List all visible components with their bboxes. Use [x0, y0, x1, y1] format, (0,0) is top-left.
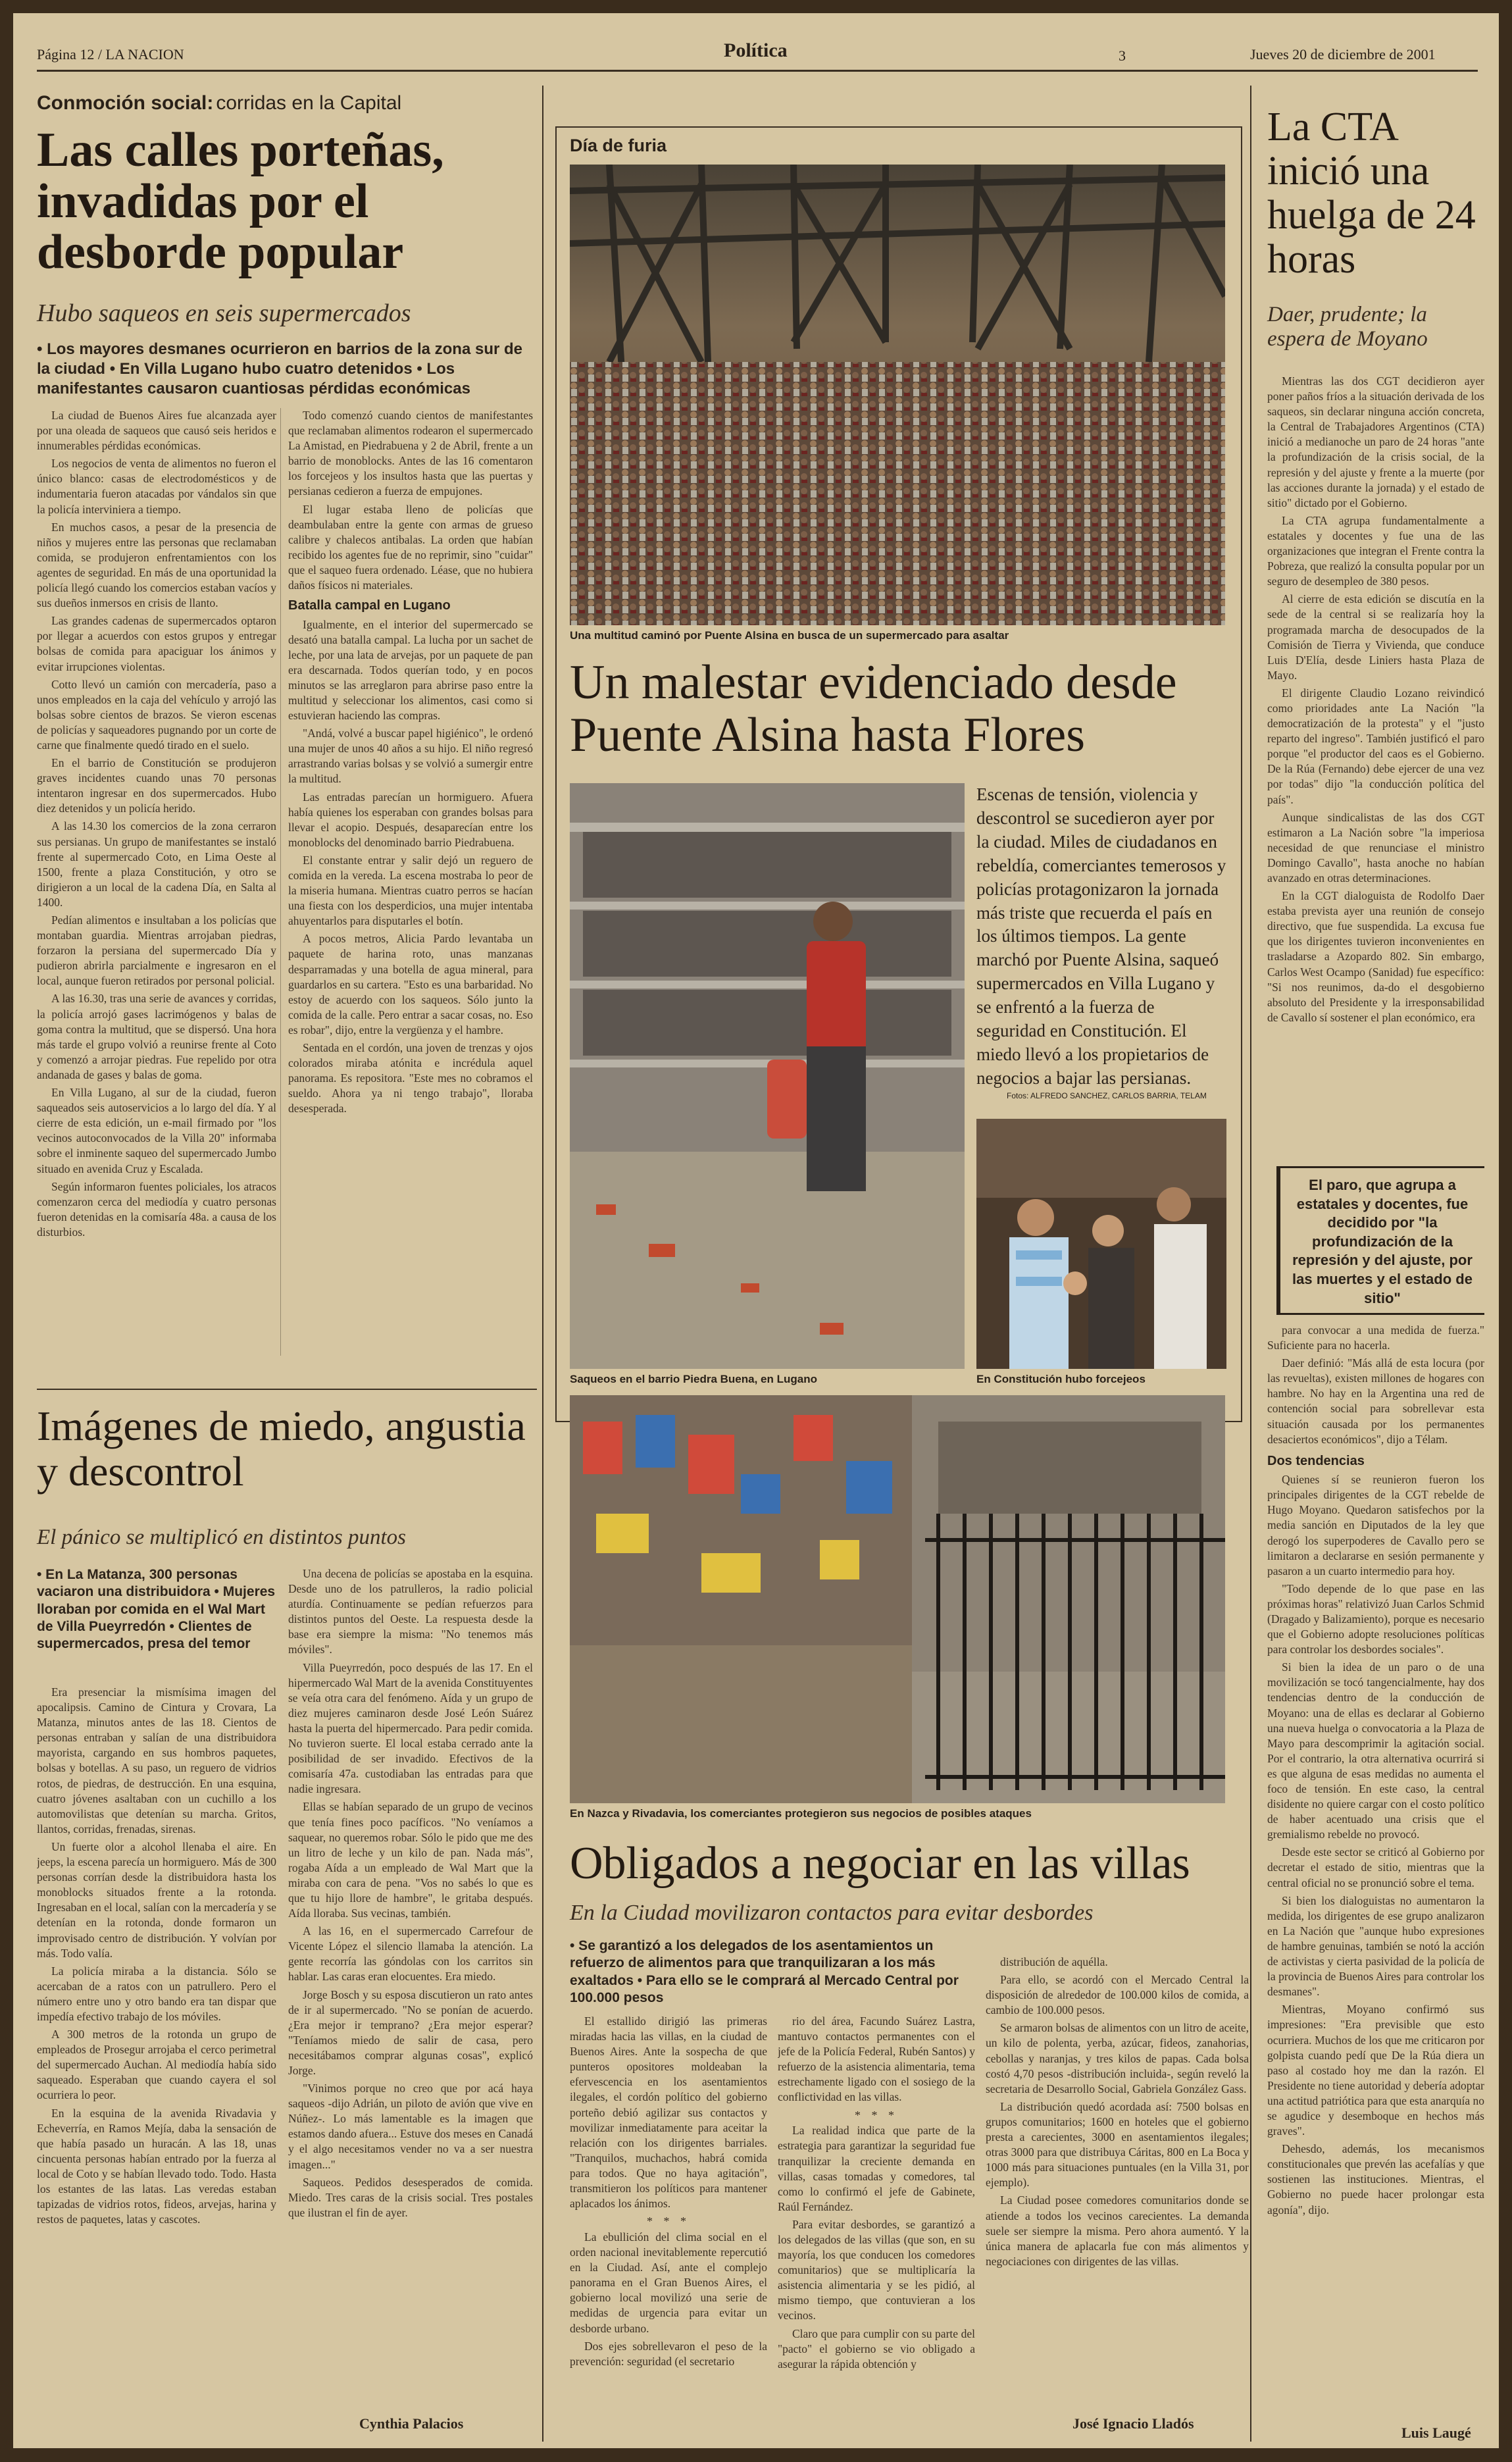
- paragraph: Cotto llevó un camión con mercadería, paso a unos empleados en la caja del vehículo y arrojó las bolsas sobre cientos de brazos. Se vieron escenas de policías y saqueadores pugnando por un corte de carne que finalmente quedó tirado en el suelo.: [37, 677, 276, 752]
- paragraph: Un fuerte olor a alcohol llenaba el aire. En jeeps, la escena parecía un hormiguero. Más de 300 personas corrían desde la distribuidora hasta los monoblocks situados frente a la rotonda. Ingresaban en el local, salían con la mercadería y se detenían en la rotonda, donde formaron un improvisado centro de distribución. Y volvían por más. Todo valía.: [37, 1839, 276, 1960]
- miedo-byline: Cynthia Palacios: [359, 2415, 464, 2432]
- photo2-caption: Saqueos en el barrio Piedra Buena, en Lugano: [570, 1373, 817, 1385]
- photo3-caption: En Constitución hubo forcejeos: [976, 1373, 1146, 1385]
- kicker-topic: corridas en la Capital: [216, 92, 402, 114]
- paragraph: A las 16.30, tras una serie de avances y corridas, la policía arrojó gases lacrimógenos y balas de goma contra la multitud, que se dispersó. Una hora más tarde el grupo volvió a reunirse frente al Coto y comenzó a arrojar piedras. Fue repelido por otra andanada de gases y balas de goma.: [37, 992, 276, 1081]
- paragraph: Si bien los dialoguistas no aumentaron la medida, los dirigentes de ese grupo analizaron en La Nación que "aunque hubo expresiones de hambre genuinas, también se notó la acción de activistas y cierta pasividad de la policía de la provincia de Buenos Aires para controlar los desmanes".: [1267, 1893, 1484, 1999]
- pullquote: El paro, que agrupa a estatales y docentes, fue decidido por "la profundización de la represión y del ajuste, por las muertes y el estado de sitio": [1292, 1177, 1473, 1306]
- issue-date: Jueves 20 de diciembre de 2001: [1250, 46, 1436, 63]
- paragraph: Mientras las dos CGT decidieron ayer poner paños fríos a la situación derivada de los saqueos, sin declarar ninguna acción concreta, la Central de Trabajadores Argentinos (CTA) inició a medianoche un paro de 24 horas "ante la profundización de la crisis social, de la represión y del ajuste y frente a la muerte (por las acciones durante la jornada) y el estado de sitio" dictado por el Gobierno.: [1267, 374, 1484, 509]
- left-bullets: • Los mayores desmanes ocurrieron en barrios de la zona sur de la ciudad • En Villa Lugano hubo cuatro detenidos • Los manifestantes causaron cuantiosas pérdidas económicas: [37, 340, 522, 398]
- paragraph: Si bien la idea de un paro o de una movilización se tocó tangencialmente, hay dos tendencias dentro de la conducción de Moyano: una de ellas es declarar al Gobierno una nueva huelga o convocatoria a la Plaza de Mayo para descomprimir la agitación social. Por el contrario, la otra alternativa ocurrirá si es que alguna de esas medidas no aumenta el foco de tensión. En este caso, la central disidente no quiere cargar con el costo político de haber acentuado una crisis que el gremialismo rebelde no provocó.: [1267, 1660, 1484, 1841]
- left-story-col1: [37, 408, 276, 1362]
- left-subhead: Batalla campal en Lugano: [288, 598, 451, 613]
- paragraph: A las 14.30 los comercios de la zona cerraron sus persianas. Un grupo de manifestantes se instaló frente al supermercado Coto, en Lima Oeste al 1500, frente a plaza Constitución, y otro se dirigieron a un local de la cadena Día, en Salta al 1400.: [37, 819, 276, 909]
- paragraph: "Vinimos porque no creo que por acá haya saqueos -dijo Adrián, un piloto de avión que vive en Núñez-. Lo más lamentable es la imagen que estamos dando afuera... Estuve dos meses en Canadá y el algo necesitamos vender no va a ser nuestra imagen...": [288, 2082, 533, 2171]
- villas-headline: Obligados a negociar en las villas: [570, 1838, 1190, 1889]
- separator-stars: * * *: [647, 2215, 690, 2228]
- paragraph: En el barrio de Constitución se produjeron graves incidentes cuando unas 70 personas intentaron ingresar en dos supermercados. Hubo diez detenidos y un policía herido.: [37, 756, 276, 815]
- paragraph: Villa Pueyrredón, poco después de las 17. En el hipermercado Wal Mart de la avenida Constituyentes se veía otra cara del fenómeno. Aída y un grupo de diez mujeres caminaron desde José León Suárez hasta la puerta del hipermercado. Para pedir comida. No tuvieron suerte. El local estaba cerrado ante la posibilidad de ser invadido. Efectivos de la comisaría 47a. custodiaban las entradas para que nadie ingresara.: [288, 1660, 533, 1796]
- page-number: Página 12 / LA NACION: [37, 46, 184, 63]
- newspaper-page: [13, 13, 1499, 2448]
- paragraph: Pedían alimentos e insultaban a los policías que montaban guardia. Mientras arrojaban piedras, forzaron la persiana del supermercado Día y pudieron abrirla parcialmente e ingresaron en el local, aunque fueron retirados por personal policial.: [37, 913, 276, 988]
- paragraph: Saqueos. Pedidos desesperados de comida. Miedo. Tres caras de la crisis social. Tres postales que ilustran el fin de ayer.: [288, 2175, 533, 2219]
- photo1-caption: Una multitud caminó por Puente Alsina en busca de un supermercado para asaltar: [570, 629, 1009, 642]
- paragraph: Al cierre de esta edición se discutía en la sede de la central si se realizaría hoy la programada marcha de desocupados de la Comisión de Tierra y Vivienda, que conduce Luis D'Elía, desde Liniers hasta Plaza de Mayo.: [1267, 592, 1484, 682]
- cta-byline: Luis Laugé: [1401, 2424, 1471, 2441]
- section-title: Política: [724, 39, 788, 61]
- paragraph: Según informaron fuentes policiales, los atracos comenzaron cerca del mediodía y cuatro personas fueron detenidas en la comisaría 48a. a causa de los disturbios.: [37, 1179, 276, 1239]
- paragraph: Claro que para cumplir con su parte del "pacto" el gobierno se vio obligado a asegurar la rápida obtención y: [778, 2326, 975, 2371]
- photo4-caption: En Nazca y Rivadavia, los comerciantes protegieron sus negocios de posibles ataques: [570, 1807, 1032, 1820]
- paragraph: rio del área, Facundo Suárez Lastra, mantuvo contactos permanentes con el jefe de la Policía Federal, Rubén Santos) y refuerzo de la asistencia alimentaria, tema estrechamente ligado con el sosiego de la conflictividad en las villas.: [778, 2014, 975, 2104]
- paragraph: para convocar a una medida de fuerza." Suficiente para no hacerla.: [1267, 1323, 1484, 1352]
- paragraph: Una decena de policías se apostaba en la esquina. Desde uno de los patrulleros, la radio policial aturdía. Continuamente se pedían refuerzos para distintos puntos del Oeste. La respuesta desde la base era siempre la misma: "No tenemos más móviles".: [288, 1567, 533, 1656]
- cta-deck: Daer, prudente; la espera de Moyano: [1267, 303, 1428, 351]
- miedo-headline: Imágenes de miedo, angustia y descontrol: [37, 1402, 526, 1495]
- photo-constitucion-scuffle: [976, 1119, 1226, 1369]
- paragraph: Todo comenzó cuando cientos de manifestantes que reclamaban alimentos rodearon el supermercado La Amistad, en Piedrabuena y 2 de Abril, frente a un barrio de monoblocks. Antes de las 16 comentaron los forcejeos y los insultos hasta que las puertas y persianas cedieron a fuerza de empujones.: [288, 409, 533, 498]
- paragraph: En Villa Lugano, al sur de la ciudad, fueron saqueados seis autoservicios a lo largo del día. Y al cierre de esta edición, un e-mail firmado por "los vecinos autoconvocados de la Villa 20" informaba sobre el inminente saqueo del supermercado Jumbo situado en avenida Cruz y Escalada.: [37, 1086, 276, 1175]
- left-headline: Las calles porteñas, invadidas por el desborde popular: [37, 123, 444, 280]
- paragraph: Dehesdo, además, los mecanismos constitucionales que prevén las acefalías y que sostienen las instituciones. Mientras, el Gobierno no puede hacer prolongar esta agonía", dijo.: [1267, 2142, 1484, 2217]
- left-story-col2: [288, 408, 533, 1362]
- paragraph: La CTA agrupa fundamentalmente a estatales y docentes y fue una de las organizaciones que integran el Frente contra la Pobreza, que realizó la consulta popular por un seguro de desempleo de 380 pesos.: [1267, 513, 1484, 588]
- paragraph: La distribución quedó acordada así: 7500 bolsas en grupos comunitarios; 1600 en hoteles que el gobierno presta a carecientes, 3000 en asentamientos ilegales; otras 3000 para que distribuya Cáritas, 800 en La Boca y 1000 más para situaciones puntuales (en la Villa 31, por ejemplo).: [986, 2099, 1249, 2190]
- photo-piedra-buena-looting: [570, 783, 965, 1369]
- story-rule: [37, 1389, 537, 1390]
- paragraph: Las grandes cadenas de supermercados optaron por llegar a acuerdos con estos grupos y entregar bolsas de comida para apaciguar los ánimos y evitar irrupciones violentas.: [37, 614, 276, 673]
- villas-deck: En la Ciudad movilizaron contactos para evitar desbordes: [570, 1901, 1094, 1925]
- villas-bullets: • Se garantizó a los delegados de los asentamientos un refuerzo de alimentos para que tranquilizaran a los más exaltados • Para ello se le comprará al Mercado Central por 100.000 pesos: [570, 1938, 959, 2005]
- center-summary: Escenas de tensión, violencia y descontrol se sucedieron ayer por la ciudad. Miles de ciudadanos en rebeldía, comerciantes temerosos y policías protagonizaron la jornada más triste que recuerda el país en los últimos tiempos. La gente marchó por Puente Alsina, saqueó supermercados en Villa Lugano y se enfrentó a la fuerza de seguridad en Constitución. El miedo llevó a los propietarios de negocios a bajar las persianas.: [976, 784, 1226, 1088]
- kicker-label: Conmoción social:: [37, 92, 214, 114]
- paragraph: Se armaron bolsas de alimentos con un litro de aceite, un kilo de polenta, yerba, azúcar, fideos, zanahorias, cebollas y naranjas, y tres kilos de papas. Cada bolsa costó 4,70 pesos -distribución incluida-, según reveló la secretaria de Desarrollo Social, Gabriela González Gass.: [986, 2021, 1249, 2095]
- paragraph: Quienes sí se reunieron fueron los principales dirigentes de la CGT rebelde de Hugo Moyano. Quedaron satisfechos por la media sanción en Diputados de la ley que derogó los superpoderes de Cavallo pero se limitaron a declararse en sesión permanente y pasaron a un cuarto intermedio para hoy.: [1267, 1473, 1484, 1577]
- paragraph: La Ciudad posee comedores comunitarios donde se atiende a todos los vecinos carecientes. La demanda suele ser siempre la misma. Pero ahora aumentó. Y la única manera de aplacarla fue con más alimentos y negociaciones con dirigentes de las villas.: [986, 2193, 1249, 2268]
- paragraph: El lugar estaba lleno de policías que deambulaban entre la gente con armas de grueso calibre y chalecos antibalas. La orden que habían recibido los agentes fue de no reprimir, sino "cuidar" que el saqueo fuera ordenado. Léase, que no hubiera daños físicos ni materiales.: [288, 502, 533, 592]
- villas-col3: [986, 1955, 1249, 2402]
- header-rule: [37, 70, 1478, 72]
- left-kicker: [37, 92, 524, 115]
- paragraph: En la CGT dialoguista de Rodolfo Daer estaba prevista ayer una reunión de consejo directivo, que fue suspendida. La excusa fue que los dirigentes tuvieron inconvenientes en trasladarse a Azopardo 802. Sin embargo, Carlos West Ocampo (Sanidad) fue específico: "Si nos reunimos, da-do el desgobierno absoluto del Presidente y la irresponsabilidad de Cavallo sí sostener el plan económico, era: [1267, 889, 1484, 1024]
- paragraph: Las entradas parecían un hormiguero. Afuera había quienes los esperaban con grandes bolsas para llevar el acopio. Después, desaparecían entre los monoblocks del denominado barrio Piedrabuena.: [288, 790, 533, 849]
- paragraph: En muchos casos, a pesar de la presencia de niños y mujeres entre las personas que reclamaban comida, se produjeron enfrentamientos con los agentes de seguridad. En más de una oportunidad la policía llegó cuando los comercios estaban vacíos y sus dueños inmersos en crisis de llanto.: [37, 520, 276, 610]
- miedo-col2: [288, 1566, 533, 2415]
- paragraph: La realidad indica que parte de la estrategia para garantizar la seguridad fue tranquilizar la creciente demanda en villas, casas tomadas y comedores, tal como lo confirmó el jefe de Gabinete, Raúl Fernández.: [778, 2124, 975, 2213]
- separator-stars: * * *: [855, 2108, 898, 2122]
- paragraph: Jorge Bosch y su esposa discutieron un rato antes de ir al supermercado. "No se ponían de acuerdo. ¿Era mejor ir temprano? ¿Era mejor esperar? "Teníamos miedo de salir de casa, pero necesitábamos comprar algunas cosas", explicó Jorge.: [288, 1988, 533, 2077]
- paragraph: Desde este sector se criticó al Gobierno por decretar el estado de sitio, mientras que la central oficial no se pronunció sobre el tema.: [1267, 1845, 1484, 1889]
- cta-col-bottom: [1267, 1323, 1484, 2415]
- paragraph: Igualmente, en el interior del supermercado se desató una batalla campal. La lucha por un sachet de leche, por una lata de arvejas, por un paquete de pan era descarnada. Todos querían todo, y en pocos minutos se las arreglaron para abrirse paso entre la multitud y seleccionar los alimentos, casi como si estuvieran haciendo las compras.: [288, 617, 533, 723]
- paragraph: La ebullición del clima social en el orden nacional inevitablemente repercutió en la Ciudad. Así, ante el complejo panorama en el Gran Buenos Aires, el gobierno local movilizó una serie de medidas de urgencia para evitar un desborde urbano.: [570, 2230, 767, 2335]
- paragraph: En la esquina de la avenida Rivadavia y Echeverría, en Ramos Mejía, daba la sensación de que había pasado un huracán. A las 18, unas cincuenta personas habían entrado por la fuerza al local de Coto y se habían llevado todo. Todo. Hasta los estantes de las latas. Las veredas estaban tapizadas de vidrios rotos, fideos, arvejas, harina y restos de paquetes, latas y cascotes.: [37, 2106, 276, 2226]
- miedo-deck: El pánico se multiplicó en distintos puntos: [37, 1526, 406, 1549]
- column-rule: [280, 408, 281, 1356]
- villas-byline: José Ignacio Lladós: [1072, 2415, 1194, 2432]
- paragraph: El dirigente Claudio Lozano reivindicó como prioridades ante La Nación "la democratización de la protesta" y el "justo reparto del ingreso". También justificó el paro porque "el productor del caos es el Gobierno. De la Rúa (Fernando) debe ejercer de una vez por todas" dijo "la conducción política del país".: [1267, 686, 1484, 806]
- paragraph: La ciudad de Buenos Aires fue alcanzada ayer por una oleada de saqueos que causó seis heridos e innumerables pérdidas económicas.: [37, 409, 276, 453]
- folio: 3: [1119, 47, 1126, 64]
- paragraph: El estallido dirigió las primeras miradas hacia las villas, en la ciudad de Buenos Aires. Ante la sospecha de que punteros opositores moldeaban la efervescencia en los asentamientos ilegales, el cordón político del gobierno porteño debió agilizar sus contactos y movilizar inmediatamente para aceitar la relación con los dirigentes barriales. "Tranquilos, muchachos, habrá comida para todos. Que no haya agitación", transmitieron los políticos para mantener aplacados los ánimos.: [570, 2014, 767, 2211]
- pullquote-box: [1276, 1166, 1484, 1315]
- paragraph: A pocos metros, Alicia Pardo levantaba un paquete de harina roto, unas manzanas desparramadas y una botella de agua mineral, para guardarlos en su cartera. "Esto es una barbaridad. No estoy de acuerdo con los saqueos. Sólo junto la comida de la calle. Pero entrar a sacar cosas, no. Eso es robar", dijo, entre la vergüenza y el hambre.: [288, 932, 533, 1037]
- paragraph: "Todo depende de lo que pase en las próximas horas" relativizó Juan Carlos Schmid (Dragado y Balizamiento), porque es necesario que el Gobierno adopte resoluciones políticas para controlar los desbordes sociales".: [1267, 1581, 1484, 1656]
- paragraph: La policía miraba a la distancia. Sólo se acercaban de a ratos con un patrullero. Pero el número entre uno y otro bando era tan dispar que impedía efectivo trabajo de los móviles.: [37, 1964, 276, 2023]
- paragraph: A las 16, en el supermercado Carrefour de Vicente López el silencio llamaba la atención. La gente recorría las góndolas con los carritos sin hablar. Las caras eran elocuentes. Era miedo.: [288, 1924, 533, 1984]
- paragraph: "Andá, volvé a buscar papel higiénico", le ordenó una mujer de unos 40 años a su hijo. El niño regresó arrastrando varias bolsas y se volvió a sumergir entre la multitud.: [288, 727, 533, 786]
- paragraph: Sentada en el cordón, una joven de trenzas y ojos colorados miraba atónita e incrédula aquel panorama. Es repositora. "Este mes no cobramos el sueldo. Ahora ya ni tengo trabajo", lloraba desesperada.: [288, 1041, 533, 1116]
- center-headline: Un malestar evidenciado desde Puente Alsina hasta Flores: [570, 655, 1177, 762]
- villas-col1: [570, 2014, 767, 2422]
- villas-col2: [778, 2014, 975, 2422]
- column-rule: [542, 86, 543, 2442]
- paragraph: Ellas se habían separado de un grupo de vecinos que tenía fines poco pacíficos. "No veníamos a saquear, no queremos robar. Sólo le pido que me des un litro de leche y un kilo de pan. Nada más", rogaba Aída a un empleado de Wal Mart que la miraba con cara de pena. "Vos no sabés lo que es que tu hijo llore de hambre", le gritaba después. Aída lloraba. Sus vecinas, también.: [288, 1800, 533, 1920]
- paragraph: Para evitar desbordes, se garantizó a los delegados de las villas (que son, en su mayoría, los que conducen los comedores comunitarios) que se multiplicaría la asistencia alimentaria y se les pidió, al mismo tiempo, que contuvieran a los vecinos.: [778, 2217, 975, 2322]
- left-deck: Hubo saqueos en seis supermercados: [37, 299, 411, 327]
- paragraph: Aunque sindicalistas de las dos CGT estimaron a La Nación sobre "la imperiosa necesidad de que renunciase el ministro Domingo Cavallo", hasta anoche no habían avanzado en otras determinaciones.: [1267, 810, 1484, 885]
- column-rule: [1250, 86, 1251, 2442]
- miedo-bullets: • En La Matanza, 300 personas vaciaron una distribuidora • Mujeres lloraban por comida en el Wal Mart de Villa Pueyrredón • Clientes de supermercados, presa del temor: [37, 1567, 276, 1651]
- paragraph: Daer definió: "Más allá de esta locura (por las revueltas), existen millones de hogares con hambre. No hay en la Argentina una red de contención social para sobrellevar esta situación causada por los permanentes desaciertos económicos", dijo a Télam.: [1267, 1356, 1484, 1446]
- cta-subhead: Dos tendencias: [1267, 1453, 1365, 1468]
- paragraph: Para ello, se acordó con el Mercado Central la disposición de alrededor de 100.000 kilos de comida, a cambio de 100.000 pesos.: [986, 1973, 1249, 2017]
- miedo-col1: [37, 1685, 276, 2442]
- photo-nazca-rivadavia-shop: [570, 1395, 1225, 1803]
- paragraph: Los negocios de venta de alimentos no fueron el único blanco: casas de electrodomésticos y de indumentaria fueron atacadas por vándalos sin que la policía interviniera a tiempo.: [37, 457, 276, 516]
- paragraph: distribución de aquélla.: [1000, 1955, 1108, 1968]
- photo-puente-alsina-crowd: [570, 165, 1225, 625]
- box-label: Día de furia: [570, 136, 667, 155]
- cta-col-top: [1267, 374, 1484, 1157]
- paragraph: Dos ejes sobrellevaron el peso de la prevención: seguridad (el secretario: [570, 2339, 767, 2368]
- photo-credit: Fotos: ALFREDO SANCHEZ, CARLOS BARRIA, TELAM: [1007, 1091, 1207, 1100]
- paragraph: Era presenciar la mismísima imagen del apocalipsis. Camino de Cintura y Crovara, La Matanza, minutos antes de las 18. Cientos de personas entraban y salían de una distribuidora mayorista, cargando en sus hombros paquetes, bolsas y botellas. A su paso, un reguero de vidrios rotos, de piedras, de destrucción. En una esquina, cuatro jóvenes asaltaban con un cuchillo a los automovilistas que detenían su marcha. Gritos, llantos, corridas, frenadas, sirenas.: [37, 1685, 276, 1835]
- paragraph: A 300 metros de la rotonda un grupo de empleados de Prosegur arrojaba el cerco perimetral del supermercado Auchan. Al mediodía había sido saqueado. Esperaban que cuando cayera el sol ocurriera lo peor.: [37, 2028, 276, 2102]
- paragraph: El constante entrar y salir dejó un reguero de comida en la vereda. La escena mostraba lo peor de la miseria humana. Mientras cuatro perros se hacían una fiesta con los desperdicios, una mujer intentaba ahuyentarlos para disputarles el botín.: [288, 853, 533, 928]
- cta-headline: La CTA inició una huelga de 24 horas: [1267, 105, 1476, 282]
- paragraph: Mientras, Moyano confirmó sus impresiones: "Era previsible que esto ocurriera. Muchos de los que me criticaron por golpista cuando pedí que De la Rúa diera un paso al costado hoy me dan la razón. El Presidente no tiene autoridad y debería adoptar una actitud patriótica para que esta anarquía no se agudice y desemboque en hechos más graves".: [1267, 2003, 1484, 2138]
